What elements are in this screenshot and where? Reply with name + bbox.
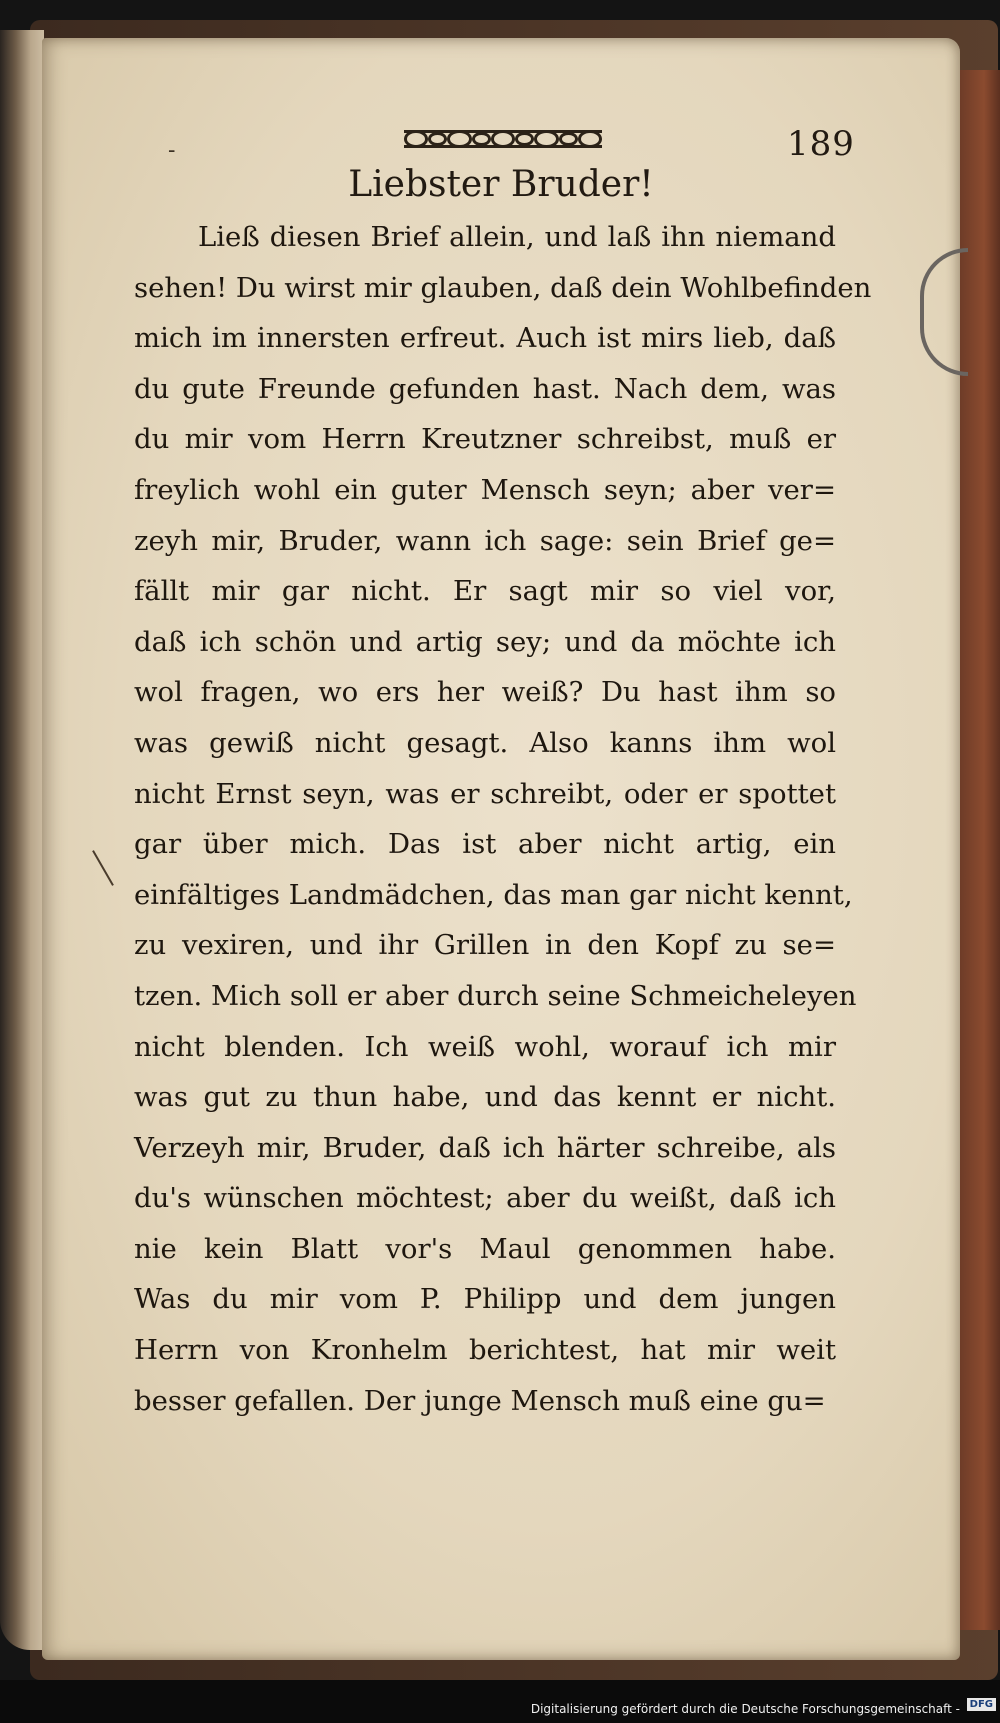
text-line: zu vexiren, und ihr Grillen in den Kopf zu se=	[134, 929, 836, 962]
text-line: du gute Freunde gefunden hast. Nach dem, was	[134, 372, 836, 405]
ornament-divider	[404, 130, 602, 148]
text-line: gar über mich. Das ist aber nicht artig, ein	[134, 828, 836, 861]
text-line: fällt mir gar nicht. Er sagt mir so viel vor,	[134, 575, 836, 608]
ornament-link	[472, 132, 491, 146]
text-line: tzen. Mich soll er aber durch seine Schmeicheleyen	[134, 979, 857, 1012]
text-line: einfältiges Landmädchen, das man gar nicht kennt,	[134, 878, 853, 911]
ornament-link	[559, 132, 578, 146]
facing-page-sliver	[0, 30, 44, 1650]
dfg-logo: DFG	[967, 1698, 996, 1711]
text-line: nicht Ernst seyn, was er schreibt, oder er spottet	[134, 777, 836, 810]
letter-salutation: Liebster Bruder!	[348, 164, 654, 205]
text-line: nie kein Blatt vor's Maul genommen habe.	[134, 1232, 836, 1265]
digitization-credit: Digitalisierung gefördert durch die Deutsche Forschungsgemeinschaft -	[530, 1702, 960, 1716]
ornament-link	[515, 132, 534, 146]
text-line: sehen! Du wirst mir glauben, daß dein Wohlbefinden	[134, 271, 872, 304]
text-line: was gewiß nicht gesagt. Also kanns ihm wol	[134, 726, 836, 759]
ornament-link	[428, 132, 447, 146]
text-line: Verzeyh mir, Bruder, daß ich härter schreibe, als	[134, 1131, 836, 1164]
ornament-link	[578, 130, 602, 148]
text-line: besser gefallen. Der junge Mensch muß eine gu=	[134, 1384, 826, 1417]
margin-pen-mark	[92, 850, 114, 886]
text-line: mich im innersten erfreut. Auch ist mirs lieb, daß	[134, 322, 836, 355]
page-number: 189	[787, 124, 855, 164]
text-line: Was du mir vom P. Philipp und dem jungen	[134, 1283, 836, 1316]
text-line: nicht blenden. Ich weiß wohl, worauf ich mir	[134, 1030, 836, 1063]
ornament-link	[447, 130, 471, 148]
book-page	[42, 38, 960, 1660]
page-clip	[920, 248, 968, 376]
text-line: daß ich schön und artig sey; und da möchte ich	[134, 625, 836, 658]
text-line: freylich wohl ein guter Mensch seyn; aber ver=	[134, 473, 836, 506]
text-line: du mir vom Herrn Kreutzner schreibst, muß er	[134, 423, 836, 456]
letter-body	[134, 212, 872, 1426]
text-line: zeyh mir, Bruder, wann ich sage: sein Brief ge=	[134, 524, 836, 557]
corner-mark: -	[168, 138, 176, 163]
text-line: wol fragen, wo ers her weiß? Du hast ihm so	[134, 676, 836, 709]
ornament-link	[534, 130, 558, 148]
text-line: was gut zu thun habe, und das kennt er nicht.	[134, 1081, 836, 1114]
text-line: Herrn von Kronhelm berichtest, hat mir weit	[134, 1334, 836, 1367]
text-line: du's wünschen möchtest; aber du weißt, daß ich	[134, 1182, 836, 1215]
ornament-link	[491, 130, 515, 148]
ornament-link	[404, 130, 428, 148]
text-line: Ließ diesen Brief allein, und laß ihn niemand	[198, 221, 836, 253]
